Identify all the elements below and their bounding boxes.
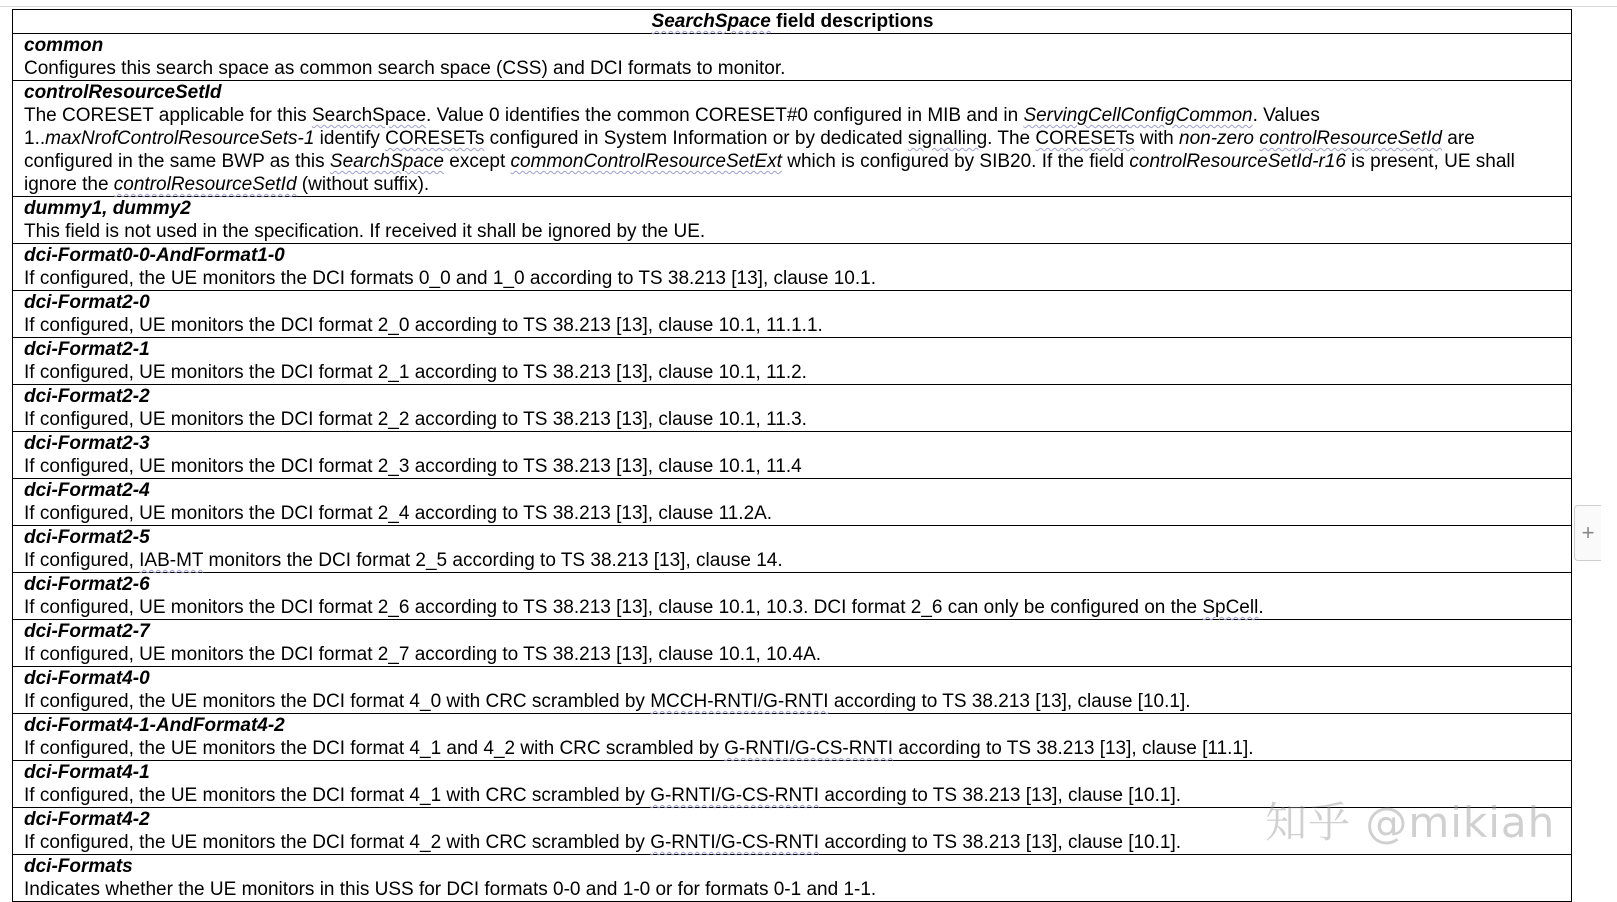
description-segment: If configured, the UE monitors the DCI format 4_1 with CRC scrambled by (24, 785, 651, 806)
description-segment: maxNrofControlResourceSets-1 (45, 128, 315, 149)
field-description (24, 549, 1561, 572)
table-cell (13, 244, 1572, 291)
table-body (13, 34, 1572, 902)
description-segment: If configured, the UE monitors the DCI format 4_1 and 4_2 with CRC scrambled by (24, 738, 725, 759)
table-cell (13, 81, 1572, 197)
field-name: dci-Format0-0-AndFormat1-0 (24, 245, 285, 266)
field-description: If configured, UE monitors the DCI format 2_3 according to TS 38.213 [13], clause 10.1, 11.4 (24, 456, 802, 477)
table-row (13, 338, 1572, 385)
table-cell (13, 573, 1572, 620)
table-cell (13, 620, 1572, 667)
field-description: If configured, UE monitors the DCI format 2_1 according to TS 38.213 [13], clause 10.1, 11.2. (24, 362, 807, 383)
table-row (13, 197, 1572, 244)
description-segment: IAB-MT (139, 550, 204, 571)
field-description: If configured, the UE monitors the DCI formats 0_0 and 1_0 according to TS 38.213 [13], clause 10.1. (24, 268, 876, 289)
table-header-row (13, 10, 1572, 34)
table-row (13, 526, 1572, 573)
table-cell (13, 667, 1572, 714)
description-segment: . The (987, 128, 1036, 149)
field-name: dci-Format2-3 (24, 433, 150, 454)
description-segment: controlResourceSetId (113, 174, 297, 195)
field-name: dci-Format2-1 (24, 339, 150, 360)
table-row (13, 620, 1572, 667)
field-name: dci-Format4-1 (24, 762, 150, 783)
field-name: controlResourceSetId (24, 82, 222, 103)
description-segment: CORESETs (385, 128, 485, 149)
field-name: dci-Format2-0 (24, 292, 150, 313)
description-segment: controlResourceSetId-r16 (1129, 151, 1346, 172)
description-segment: identify (314, 128, 386, 149)
description-segment: G-RNTI/G-CS-RNTI (724, 738, 894, 759)
field-name: dci-Format2-2 (24, 386, 150, 407)
description-segment: If configured, the UE monitors the DCI format 4_2 with CRC scrambled by (24, 832, 651, 853)
field-name: dci-Format2-5 (24, 527, 150, 548)
table-row (13, 855, 1572, 902)
description-segment: If configured, the UE monitors the DCI format 4_0 with CRC scrambled by (24, 691, 651, 712)
description-segment: according to TS 38.213 [13], clause [11.1]. (893, 738, 1254, 759)
table-row (13, 291, 1572, 338)
table-row (13, 81, 1572, 197)
description-segment: with (1134, 128, 1179, 149)
table-cell (13, 526, 1572, 573)
field-description (24, 737, 1561, 760)
description-segment: G-RNTI/G-CS-RNTI (650, 785, 820, 806)
description-segment: . (1258, 597, 1264, 618)
field-name: dci-Format2-6 (24, 574, 150, 595)
description-segment: (without suffix). (296, 174, 430, 195)
description-segment: ServingCellConfigCommon (1023, 105, 1253, 126)
field-description: If configured, UE monitors the DCI format 2_0 according to TS 38.213 [13], clause 10.1, 11.1.1. (24, 315, 823, 336)
field-description: Indicates whether the UE monitors in this USS for DCI formats 0-0 and 1-0 or for formats 0-1 and 1-1. (24, 879, 877, 900)
table-cell (13, 197, 1572, 244)
top-border (0, 0, 1617, 7)
table-title (13, 10, 1572, 34)
description-segment: controlResourceSetId (1259, 128, 1442, 149)
field-name: dci-Formats (24, 856, 133, 877)
field-description: This field is not used in the specification. If received it shall be ignored by the UE. (24, 221, 706, 242)
field-description: If configured, UE monitors the DCI format 2_2 according to TS 38.213 [13], clause 10.1, 11.3. (24, 409, 807, 430)
field-descriptions-table (12, 9, 1572, 902)
description-segment: MCCH-RNTI/G-RNTI (650, 691, 829, 712)
field-description (24, 104, 1561, 196)
field-description (24, 690, 1561, 713)
description-segment: SearchSpace (311, 105, 427, 126)
field-description: Configures this search space as common search space (CSS) and DCI formats to monitor. (24, 58, 786, 79)
table-cell (13, 432, 1572, 479)
table-row (13, 714, 1572, 761)
description-segment: except (444, 151, 511, 172)
table-row (13, 244, 1572, 291)
field-name: dci-Format4-2 (24, 809, 150, 830)
description-segment: which is configured by SIB20. If the field (781, 151, 1130, 172)
table-title-rest: field descriptions (770, 11, 934, 32)
description-segment: SpCell (1202, 597, 1259, 618)
description-segment: according to TS 38.213 [13], clause [10.1]. (819, 832, 1182, 853)
description-segment: configured in System Information or by dedicated (484, 128, 908, 149)
description-segment: G-RNTI/G-CS-RNTI (650, 832, 820, 853)
description-segment: is present, UE shall ignore the (24, 151, 1515, 195)
field-name: dci-Format2-4 (24, 480, 150, 501)
table-row (13, 34, 1572, 81)
side-expand-tab[interactable]: + (1574, 505, 1601, 561)
table-cell (13, 855, 1572, 902)
description-segment: . Value 0 identifies the common CORESET#0 configured in MIB and in (426, 105, 1024, 126)
description-segment: CORESETs (1035, 128, 1135, 149)
description-segment: monitors the DCI format 2_5 according to TS 38.213 [13], clause 14. (203, 550, 783, 571)
field-description (24, 596, 1561, 619)
description-segment: SearchSpace (329, 151, 444, 172)
table-cell (13, 479, 1572, 526)
field-description: If configured, UE monitors the DCI format 2_7 according to TS 38.213 [13], clause 10.1, 10.4A. (24, 644, 822, 665)
description-segment: The CORESET applicable for this (24, 105, 312, 126)
description-segment: If configured, (24, 550, 140, 571)
table-row (13, 385, 1572, 432)
description-segment: signalling (907, 128, 988, 149)
field-name: dci-Format2-7 (24, 621, 150, 642)
table-cell (13, 385, 1572, 432)
description-segment: are configured in the same BWP as this (24, 128, 1475, 172)
field-name: dummy1, dummy2 (24, 198, 191, 219)
field-description: If configured, UE monitors the DCI format 2_4 according to TS 38.213 [13], clause 11.2A. (24, 503, 773, 524)
description-segment: non-zero (1179, 128, 1260, 149)
watermark: 知乎 @mikiah (1265, 798, 1556, 847)
field-name: common (24, 35, 104, 56)
field-name: dci-Format4-0 (24, 668, 150, 689)
table-cell (13, 714, 1572, 761)
table-row (13, 573, 1572, 620)
table-row (13, 479, 1572, 526)
field-name: dci-Format4-1-AndFormat4-2 (24, 715, 285, 736)
description-segment: commonControlResourceSetExt (510, 151, 782, 172)
description-segment: If configured, UE monitors the DCI format 2_6 according to TS 38.213 [13], clause 10.1, 10.3. DCI format 2_6 can only be configured on the (24, 597, 1203, 618)
table-cell (13, 338, 1572, 385)
table-cell (13, 291, 1572, 338)
table-row (13, 667, 1572, 714)
description-segment: according to TS 38.213 [13], clause [10.1]. (828, 691, 1191, 712)
table-cell (13, 34, 1572, 81)
table-title-italic: SearchSpace (651, 11, 771, 32)
description-segment: according to TS 38.213 [13], clause [10.1]. (819, 785, 1182, 806)
description-segment: . Values 1.. (24, 105, 1320, 149)
table-row (13, 432, 1572, 479)
